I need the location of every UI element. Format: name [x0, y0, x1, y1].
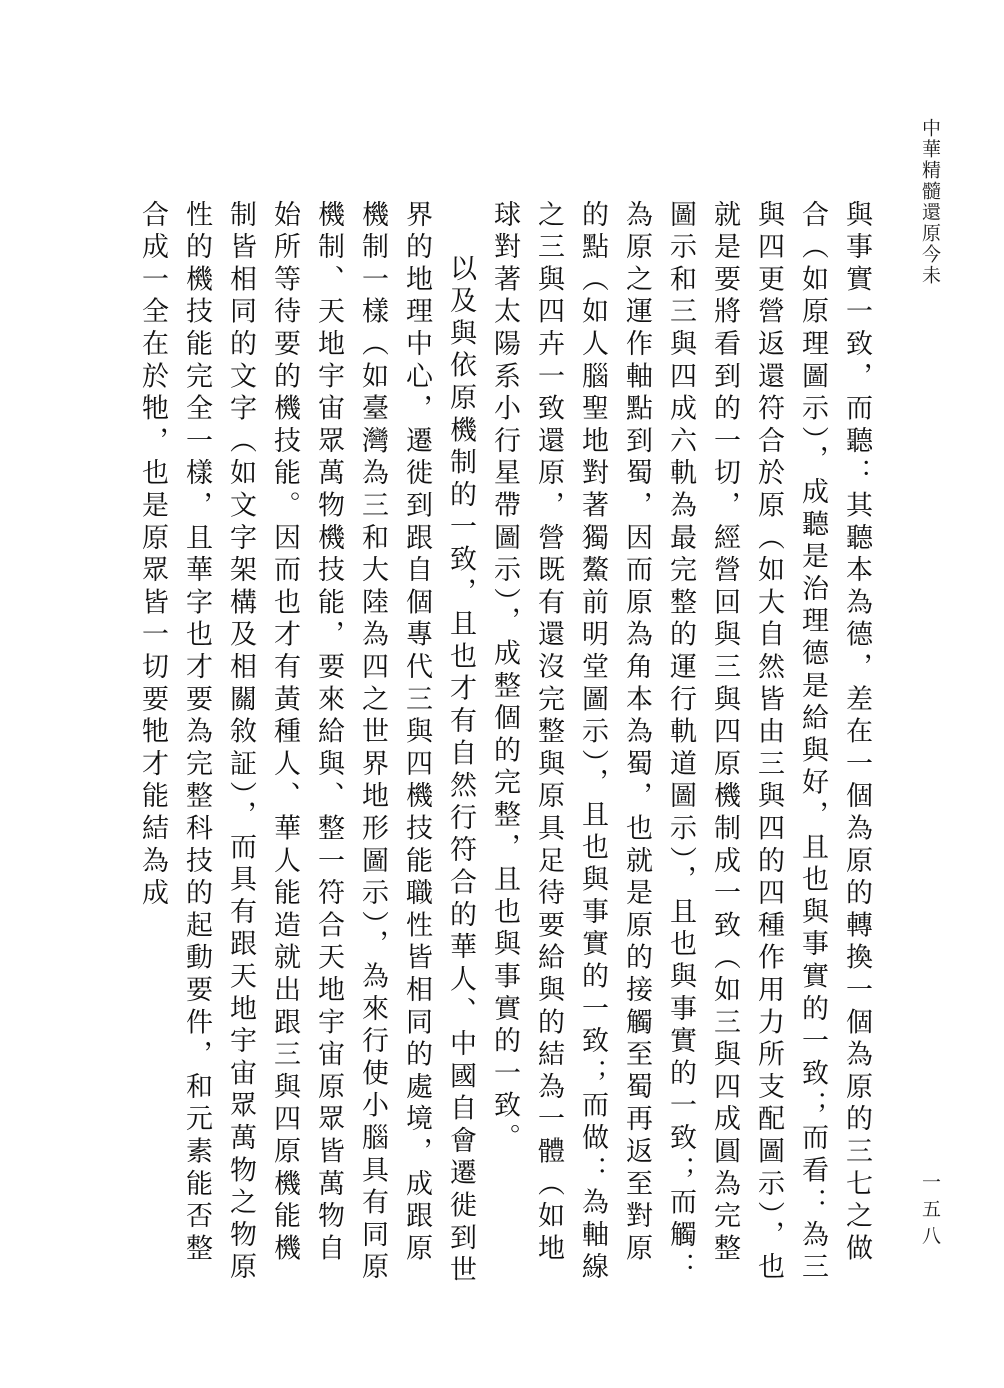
paragraph-2: 以及與依原機制的一致，且也才有自然行符合的華人、中國自會遷徙到世界的地理中心，遷徙到跟自個專代三與四機技能職性皆相同的處境，成跟原機制一樣（如臺灣為三和大陸為四之世界地形圖示），為來行使小腦具有同原機制、天地宇宙眾萬物機技能，要來給與、整一符合天地宇宙原眾皆萬物自始所等待要的機技能。因而也才有黃種人、華人能造就出跟三與四原機能機制皆相同的文字（如文字架構及相關敘証），而具有跟天地宇宙眾萬物之物原性的機技能完全一樣，且華字也才要為完整科技的起動要件，和元素能否整合成一全在於牠，也是原眾皆一切要牠才能結為成 — [137, 200, 476, 1288]
page-number: 一五八 — [919, 1172, 941, 1253]
running-title: 中華精髓還原今未 — [919, 118, 941, 286]
paragraph-1: 與事實一致，而聽：其聽本為德，差在一個為原的轉換一個為原的三七之做合（如原理圖示），成聽是治理德是給與好，且也與事實的一致；而看：為三與四更營返還符合於原（如大自然皆由三與四的四種作用力所支配圖示），也就是要將看到的一切，經營回與三與四原機制成一致（如三與四成圓為完整圖示和三與四成六軌為最完整的運行軌道圖示），且也與事實的一致；而觸：為原之運作軸點到蜀，因而原為角本為蜀，也就是原的接觸至蜀再返至對原的點（如人腦聖地對著獨鰲前明堂圖示），且也與事實的一致；而做：為軸線之三與四卉一致還原，營既有還沒完整與原具足待要給與的結為一體（如地球對著太陽系小行星帶圖示），成整個的完整，且也與事實的一致。 — [489, 200, 872, 1285]
body-text — [137, 200, 878, 1290]
